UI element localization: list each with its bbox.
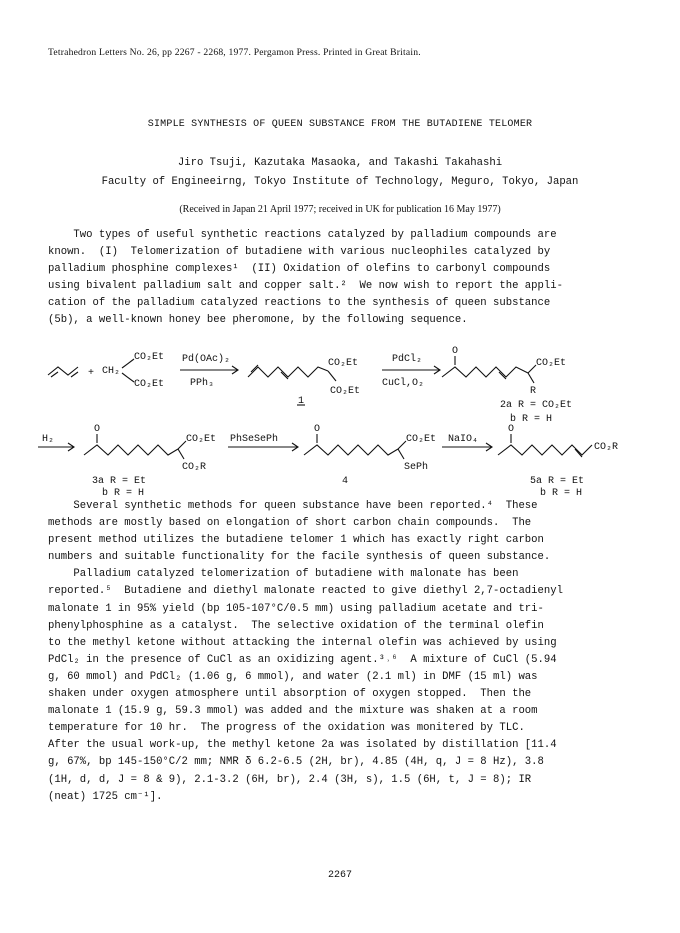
text-line: (neat) 1725 cm⁻¹].	[48, 790, 163, 803]
co2et-label: CO₂Et	[186, 434, 217, 445]
paper-title: SIMPLE SYNTHESIS OF QUEEN SUBSTANCE FROM THE BUTADIENE TELOMER	[147, 119, 533, 130]
compound-label-4: 4	[342, 476, 349, 487]
text-line: known. (I) Telomerization of butadiene with various nucleophiles catalyzed by	[48, 246, 551, 259]
text-line: Two types of useful synthetic reactions catalyzed by palladium compounds are	[48, 229, 557, 241]
text-line: After the usual work-up, the methyl ketone 2a was isolated by distillation [11.4	[48, 739, 557, 752]
text-line: numbers and suitable functionality for the facile synthesis of queen substance.	[48, 551, 551, 564]
compound-2-chain	[442, 367, 528, 377]
reagent-pdcl2: PdCl₂	[392, 354, 423, 365]
text-line: cation of the palladium catalyzed reactions to the synthesis of queen substance	[48, 297, 551, 310]
co2et-label: CO₂Et	[406, 434, 437, 445]
text-line: temperature for 10 hr. The progress of the oxidation was monitered by TLC.	[48, 722, 525, 735]
malonate-ch2: CH₂	[102, 366, 121, 377]
seph-label: SePh	[404, 462, 429, 473]
author-list: Jiro Tsuji, Kazutaka Masaoka, and Takashi Takahashi	[177, 157, 503, 169]
bond	[178, 441, 186, 449]
text-line: Palladium catalyzed telomerization of butadiene with malonate has been	[48, 568, 519, 581]
compound-label-3b: b R = H	[102, 488, 145, 495]
reaction-scheme	[30, 335, 660, 495]
co2et-label: CO₂Et	[330, 386, 361, 397]
text-line: g, 60 mmol) and PdCl₂ (1.06 g, 6 mmol), and water (2.1 ml) in DMF (15 ml) was	[48, 670, 538, 683]
text-line: g, 67%, bp 145-150°C/2 mm; NMR δ 6.2-6.5 (2H, br), 4.85 (4H, q, J = 8 Hz), 3.8	[48, 756, 544, 769]
compound-5-chain	[498, 445, 592, 455]
text-line: to the methyl ketone without attacking the internal olefin was achieved by using	[48, 636, 557, 649]
text-line: using bivalent palladium salt and copper salt.² We now wish to report the appli-	[48, 280, 563, 293]
ketone-oxygen: O	[94, 424, 101, 435]
ketone-oxygen: O	[314, 424, 321, 435]
affiliation: Faculty of Engineeirng, Tokyo Institute of Technology, Meguro, Tokyo, Japan	[101, 176, 579, 188]
bond	[398, 441, 406, 449]
plus-sign: +	[88, 368, 95, 379]
text-line: (5b), a well-known honey bee pheromone, by the following sequence.	[48, 314, 468, 327]
text-line: Several synthetic methods for queen substance have been reported.⁴ These	[48, 500, 538, 512]
body-paragraphs	[48, 498, 630, 806]
text-line: malonate 1 in 95% yield (bp 105-107°C/0.5 mm) using palladium acetate and tri-	[48, 602, 544, 615]
compound-1-chain	[248, 367, 328, 377]
bond	[122, 359, 134, 368]
compound-label-2b: b R = H	[510, 414, 553, 425]
co2r-label: CO₂R	[182, 462, 207, 473]
journal-header: Tetrahedron Letters No. 26, pp 2267 - 2268, 1977. Pergamon Press. Printed in Great Britain.	[48, 47, 421, 58]
text-line: shaken under oxygen atmosphere until absorption of oxygen stopped. Then the	[48, 688, 532, 701]
co2et-label: CO₂Et	[134, 379, 165, 390]
text-line: phenylphosphine as a catalyst. The selective oxidation of the terminal olefin	[48, 619, 544, 632]
bond	[398, 449, 404, 459]
r-label: R	[530, 386, 537, 397]
compound-4-chain	[304, 445, 398, 455]
butadiene-double-bond	[51, 372, 58, 377]
text-line: PdCl₂ in the presence of CuCl as an oxidizing agent.³˒⁶ A mixture of CuCl (5.94	[48, 653, 557, 666]
reagent-cucl-o2: CuCl,O₂	[382, 378, 425, 389]
bond	[328, 371, 336, 381]
compound-label-3a: 3a R = Et	[92, 476, 147, 487]
compound-label-1: 1	[298, 396, 305, 407]
co2et-label: CO₂Et	[536, 358, 567, 369]
text-line: palladium phosphine complexes¹ (II) Oxidation of olefins to carbonyl compounds	[48, 263, 551, 276]
reagent-pph3: PPh₃	[190, 378, 215, 389]
reagent-naio4: NaIO₄	[448, 434, 479, 445]
compound-label-5a: 5a R = Et	[530, 476, 585, 487]
butadiene-structure	[48, 367, 78, 375]
page-number: 2267	[327, 870, 352, 881]
reagent-h2: H₂	[42, 434, 55, 445]
text-line: reported.⁵ Butadiene and diethyl malonate reacted to give diethyl 2,7-octadienyl	[48, 585, 563, 598]
compound-label-5b: b R = H	[540, 488, 583, 495]
co2r-label: CO₂R	[594, 442, 619, 453]
reagent-pd-oac: Pd(OAc)₂	[182, 354, 231, 365]
co2et-label: CO₂Et	[134, 352, 165, 363]
text-line: present method utilizes the butadiene telomer 1 which has exactly right carbon	[48, 534, 544, 547]
received-dates: (Received in Japan 21 April 1977; received in UK for publication 16 May 1977)	[179, 204, 501, 215]
compound-3-chain	[84, 445, 178, 455]
intro-paragraph	[48, 227, 630, 330]
bond	[122, 373, 134, 382]
ketone-oxygen: O	[508, 424, 515, 435]
bond	[528, 365, 536, 373]
compound-label-2a: 2a R = CO₂Et	[500, 400, 573, 411]
text-line: malonate 1 (15.9 g, 59.3 mmol) was added and the mixture was shaken at a room	[48, 705, 538, 718]
ketone-oxygen: O	[452, 346, 459, 357]
bond	[178, 449, 184, 459]
co2et-label: CO₂Et	[328, 358, 359, 369]
bond	[528, 373, 534, 383]
butadiene-double-bond	[71, 372, 78, 377]
reagent-phsesph: PhSeSePh	[230, 434, 279, 445]
text-line: (1H, d, d, J = 8 & 9), 2.1-3.2 (6H, br), 2.4 (3H, s), 1.5 (6H, t, J = 8); IR	[48, 773, 532, 786]
double-bond	[575, 449, 582, 457]
text-line: methods are mostly based on elongation of short carbon chain compounds. The	[48, 517, 532, 530]
